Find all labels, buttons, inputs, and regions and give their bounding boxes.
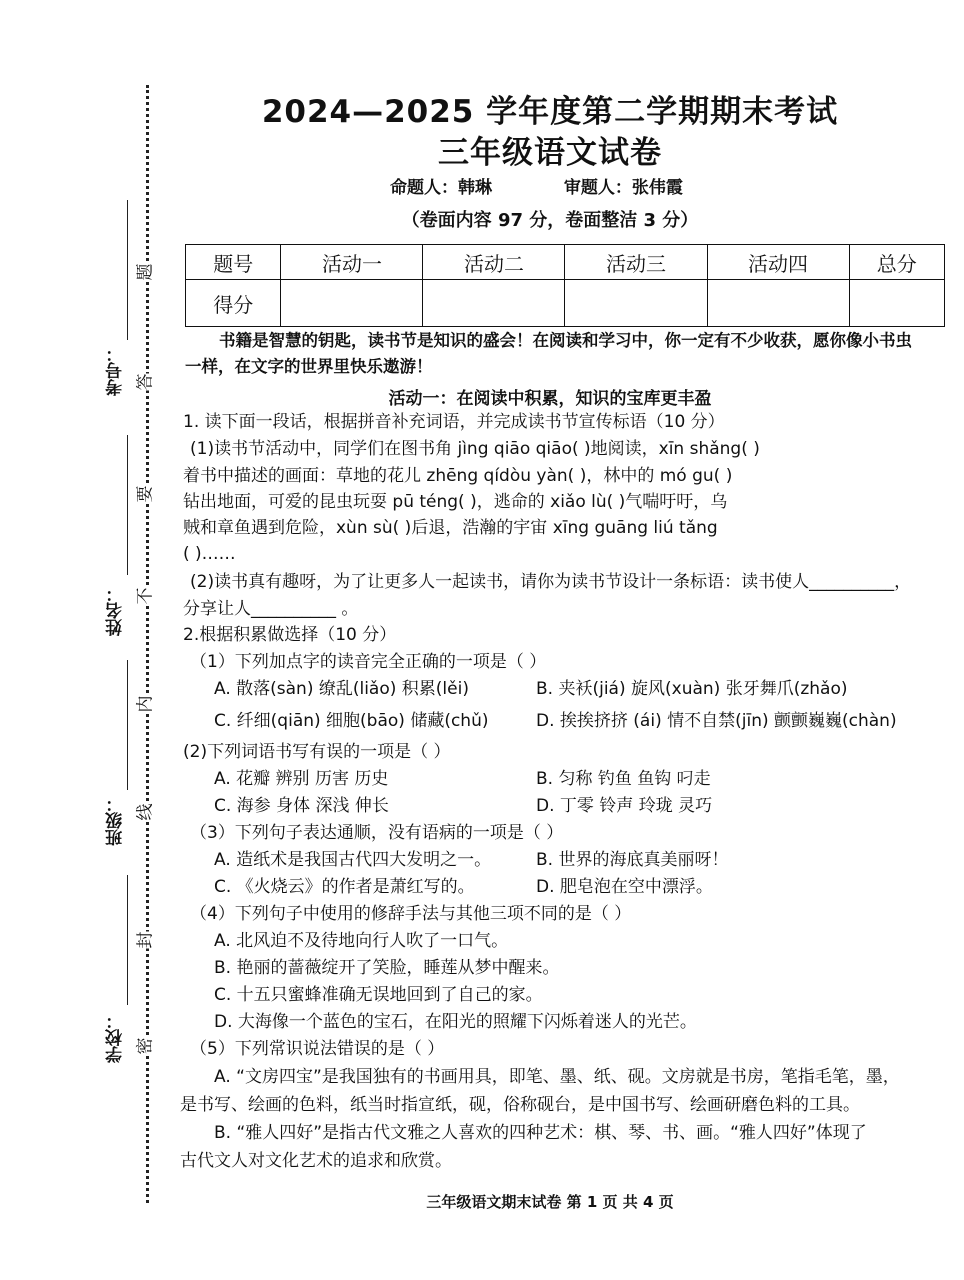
- score-row-label: 得分: [186, 280, 281, 327]
- q2-option: B. 世界的海底真美丽呀！: [536, 850, 729, 870]
- seal-char: 要: [135, 485, 156, 503]
- table-header: 题号: [186, 245, 281, 280]
- class-label: 班级：: [106, 795, 126, 846]
- seal-char: 线: [135, 803, 156, 821]
- score-note: （卷面内容 97 分，卷面整洁 3 分）: [401, 210, 699, 231]
- q2-option: B. “雅人四好”是指古代文雅之人喜欢的四种艺术：棋、琴、书、画。“雅人四好”体现了: [214, 1123, 867, 1143]
- q2-sub: （1）下列加点字的读音完全正确的一项是（ ）: [190, 652, 547, 672]
- seal-char: 不: [135, 587, 156, 605]
- table-header: 活动三: [565, 245, 707, 280]
- q2-option: C. 《火烧云》的作者是萧红写的。: [214, 877, 475, 897]
- score-cell[interactable]: [281, 280, 423, 327]
- reviewer: 审题人：张伟霞: [563, 178, 683, 198]
- author: 命题人：韩琳: [390, 178, 492, 198]
- q2-option: A. “文房四宝”是我国独有的书画用具，即笔、墨、纸、砚。文房就是书房，笔指毛笔，墨，: [214, 1067, 900, 1087]
- q2-option: D. 肥皂泡在空中漂浮。: [536, 877, 713, 897]
- seal-char: 密: [135, 1037, 156, 1055]
- q2-sub: （4）下列句子中使用的修辞手法与其他三项不同的是（ ）: [190, 904, 632, 924]
- q2-option: B. 夹袄(jiá) 旋风(xuàn) 张牙舞爪(zhǎo): [536, 679, 848, 699]
- seal-char: 题: [135, 263, 156, 281]
- q1-line: (2)读书真有趣呀，为了让更多人一起读书，请你为读书节设计一条标语：读书使人__________，: [190, 572, 912, 592]
- activity1-title: 活动一：在阅读中积累，知识的宝库更丰盈: [388, 389, 712, 409]
- q2-title: 2.根据积累做选择（10 分）: [183, 625, 397, 645]
- score-cell[interactable]: [849, 280, 944, 327]
- exam-subtitle: 三年级语文试卷: [438, 135, 662, 171]
- q2-option: A. 花瓣 辨别 历害 历史: [214, 769, 389, 789]
- q2-option: B. 匀称 钓鱼 鱼钩 叼走: [536, 769, 711, 789]
- binding-dotted-line: [146, 85, 149, 1203]
- authors-line: [390, 173, 683, 198]
- name-field[interactable]: [127, 435, 128, 575]
- q2-option: C. 十五只蜜蜂准确无误地回到了自己的家。: [214, 985, 543, 1005]
- q1-line: 着书中描述的画面：草地的花儿 zhēng qídòu yàn( )，林中的 mó gu( ): [183, 466, 733, 486]
- seal-char: 封: [135, 931, 156, 949]
- class-field[interactable]: [127, 660, 128, 790]
- q1-line: (1)读书节活动中，同学们在图书角 jìng qiāo qiāo( )地阅读，xīn shǎng( ): [190, 439, 760, 459]
- q2-option: 是书写、绘画的色料，纸当时指宣纸，砚，俗称砚台，是中国书写、绘画研磨色料的工具。: [180, 1095, 860, 1115]
- q2-option: D. 丁零 铃声 玲珑 灵巧: [536, 796, 713, 816]
- q1-line: 分享让人__________ 。: [183, 599, 359, 619]
- table-header: 活动四: [707, 245, 849, 280]
- seal-char: 答: [135, 373, 156, 391]
- q1-title: 1. 读下面一段话，根据拼音补充词语，并完成读书节宣传标语（10 分）: [183, 412, 725, 432]
- seal-char: 内: [135, 695, 156, 713]
- q2-option: B. 艳丽的蔷薇绽开了笑脸，睡莲从梦中醒来。: [214, 958, 560, 978]
- table-header: 总分: [849, 245, 944, 280]
- name-label: 姓名：: [106, 585, 126, 636]
- q2-option: C. 海参 身体 深浅 伸长: [214, 796, 389, 816]
- q2-sub: (2)下列词语书写有误的一项是（ ）: [183, 742, 451, 762]
- q2-option: D. 大海像一个蓝色的宝石，在阳光的照耀下闪烁着迷人的光芒。: [214, 1012, 697, 1032]
- q2-option: A. 造纸术是我国古代四大发明之一。: [214, 850, 492, 870]
- intro-paragraph: 书籍是智慧的钥匙，读书节是知识的盛会！在阅读和学习中，你一定有不少收获，愿你像小书虫一样，在文字的世界里快乐遨游！: [185, 331, 912, 376]
- q1-line: 钻出地面，可爱的昆虫玩耍 pū téng( )，逃命的 xiǎo lù( )气喘吁吁，乌: [183, 492, 728, 512]
- school-label: 学校：: [106, 1012, 126, 1063]
- q2-option: A. 北风迫不及待地向行人吹了一口气。: [214, 931, 509, 951]
- school-field[interactable]: [127, 875, 128, 1005]
- q2-sub: （5）下列常识说法错误的是（ ）: [190, 1039, 445, 1059]
- q1-line: ( )……: [183, 544, 236, 564]
- score-table: [185, 244, 945, 327]
- page-footer: 三年级语文期末试卷 第 1 页 共 4 页: [426, 1193, 674, 1211]
- table-header: 活动一: [281, 245, 423, 280]
- q2-option: 古代文人对文化艺术的追求和欣赏。: [180, 1151, 452, 1171]
- score-cell[interactable]: [423, 280, 565, 327]
- exam-title: 2024—2025 学年度第二学期期末考试: [261, 94, 839, 130]
- q1-line: 贼和章鱼遇到危险，xùn sù( )后退，浩瀚的宇宙 xīng guāng liú tǎng: [183, 518, 718, 538]
- q2-option: A. 散落(sàn) 缭乱(liǎo) 积累(lěi): [214, 679, 469, 699]
- score-cell[interactable]: [707, 280, 849, 327]
- q2-option: C. 纤细(qiān) 细胞(bāo) 储藏(chǔ): [214, 711, 489, 731]
- table-header: 活动二: [423, 245, 565, 280]
- q2-sub: （3）下列句子表达通顺，没有语病的一项是（ ）: [190, 823, 564, 843]
- score-cell[interactable]: [565, 280, 707, 327]
- q2-option: D. 挨挨挤挤 (ái) 情不自禁(jīn) 颤颤巍巍(chàn): [536, 711, 897, 731]
- exam-number-label: 考号：: [106, 345, 126, 396]
